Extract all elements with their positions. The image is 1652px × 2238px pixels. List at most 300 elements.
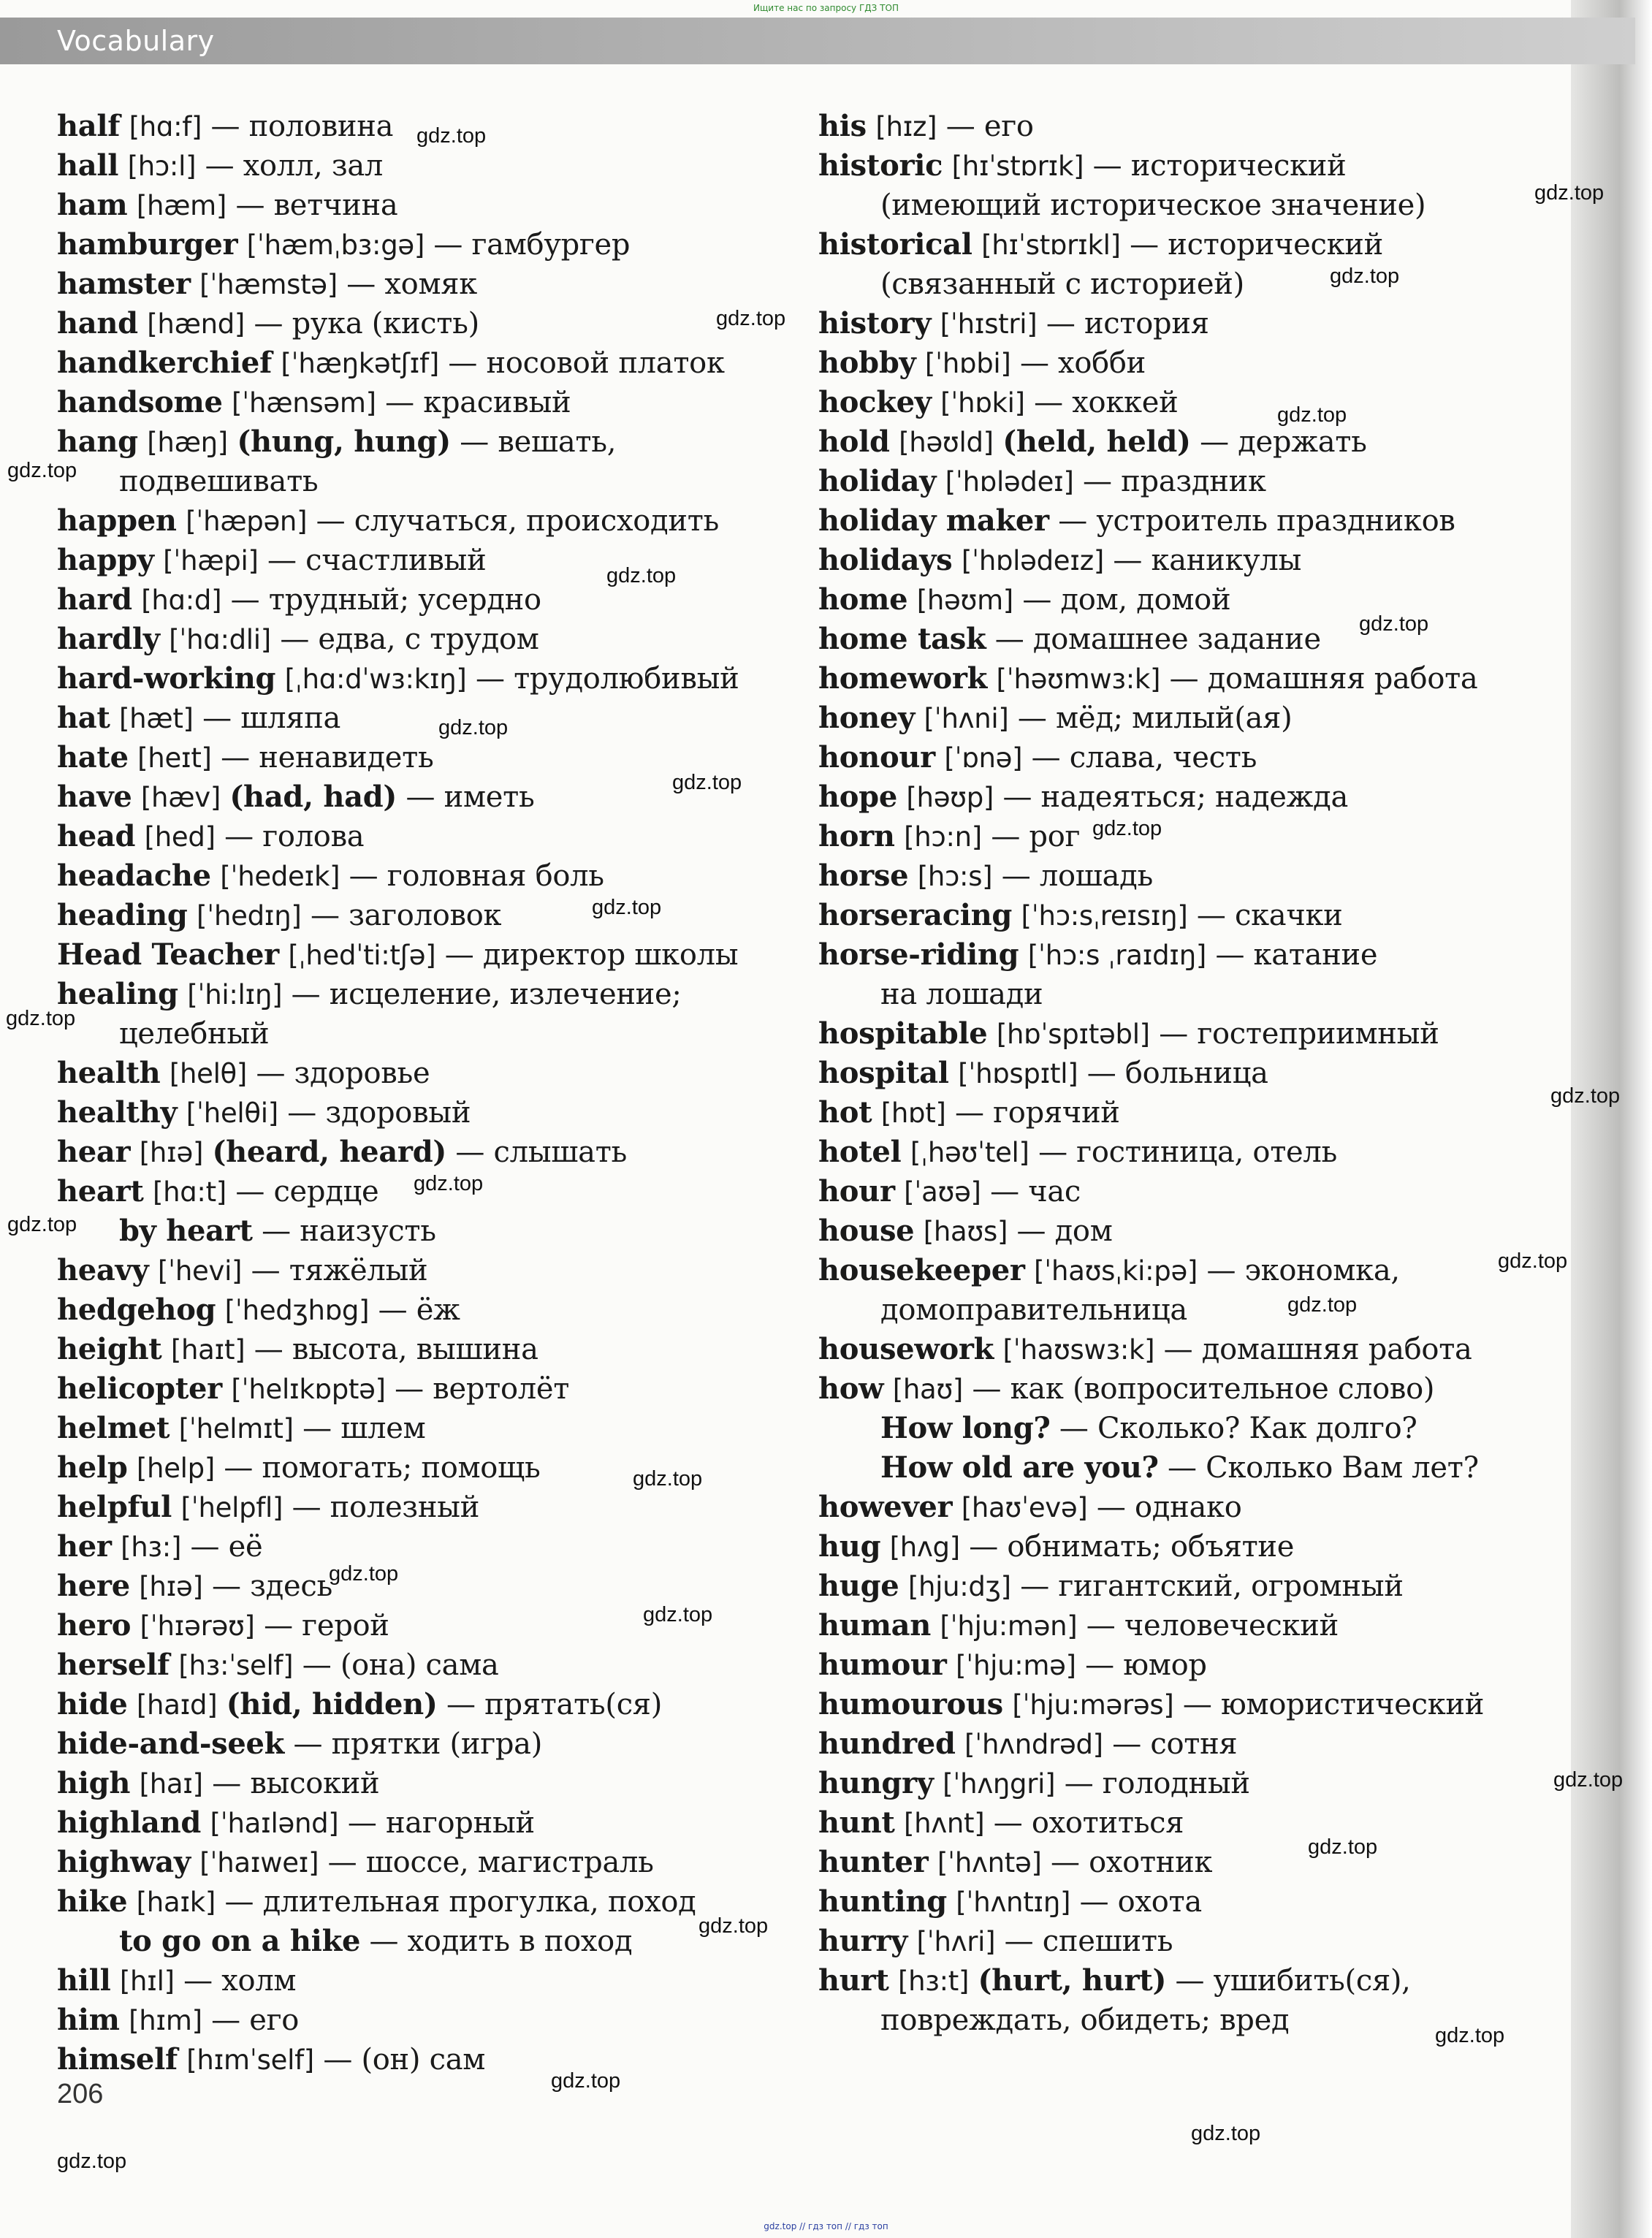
definition-text: — носовой платок bbox=[438, 346, 725, 380]
definition-text: — надеяться; надежда bbox=[994, 780, 1349, 814]
definition-text: (связанный с историей) bbox=[880, 267, 1244, 301]
vocabulary-entry bbox=[818, 1724, 1237, 1764]
vocabulary-entry bbox=[57, 1330, 538, 1369]
vocabulary-entry bbox=[57, 975, 682, 1014]
headword: ham bbox=[57, 188, 128, 222]
vocabulary-entry bbox=[818, 1567, 1404, 1606]
verb-forms: (had, had) bbox=[229, 780, 397, 814]
watermark-text: gdz.top bbox=[1191, 2122, 1261, 2145]
transcription: [hæv] bbox=[140, 782, 221, 813]
headword: hang bbox=[57, 425, 138, 459]
transcription: [ˈhɒbi] bbox=[924, 348, 1011, 379]
phrase: How old are you? bbox=[880, 1450, 1159, 1485]
watermark-text: gdz.top bbox=[6, 1007, 76, 1030]
headword: hamster bbox=[57, 267, 191, 301]
headword: horseracing bbox=[818, 898, 1013, 932]
headword: humour bbox=[818, 1648, 947, 1682]
transcription: [ˈhɪstri] bbox=[940, 308, 1038, 340]
transcription: [ˈhelmɪt] bbox=[178, 1413, 294, 1445]
vocabulary-entry bbox=[57, 1645, 499, 1685]
headword: him bbox=[57, 2003, 120, 2037]
headword: home bbox=[818, 582, 908, 617]
definition-text: — домашняя работа bbox=[1160, 662, 1478, 696]
definition-text: на лошади bbox=[880, 978, 1043, 1011]
transcription: [hɒˈspɪtəbl] bbox=[996, 1019, 1150, 1050]
headword: himself bbox=[57, 2042, 178, 2077]
vocabulary-entry bbox=[57, 1764, 379, 1803]
vocabulary-entry bbox=[818, 107, 1034, 146]
definition-text: — его bbox=[937, 110, 1034, 143]
definition-text: — прятать(ся) bbox=[437, 1688, 663, 1721]
vocabulary-entry bbox=[57, 1448, 540, 1488]
transcription: [hænd] bbox=[147, 308, 245, 340]
headword: handkerchief bbox=[57, 346, 272, 380]
transcription: [ˈhʌŋgri] bbox=[943, 1768, 1056, 1800]
vocabulary-entry bbox=[57, 422, 616, 462]
entry-continuation bbox=[818, 186, 1425, 225]
definition-text: — помогать; помощь bbox=[214, 1451, 541, 1485]
headword: heart bbox=[57, 1174, 144, 1209]
transcription: [ˈhaɪlənd] bbox=[210, 1808, 339, 1839]
vocabulary-entry bbox=[818, 225, 1383, 264]
watermark-text: gdz.top bbox=[1553, 1768, 1624, 1792]
transcription: [ˈhevi] bbox=[157, 1255, 243, 1287]
watermark-text: gdz.top bbox=[551, 2069, 621, 2093]
definition-text: — голодный bbox=[1055, 1767, 1250, 1800]
transcription: [hæm] bbox=[136, 190, 227, 221]
definition-text: — длительная прогулка, поход bbox=[216, 1885, 696, 1919]
transcription: [hɪə] bbox=[139, 1137, 204, 1168]
headword: hurt bbox=[818, 1963, 889, 1998]
verb-forms: (hurt, hurt) bbox=[978, 1963, 1167, 1998]
definition-text: — охотник bbox=[1041, 1846, 1213, 1879]
vocabulary-entry bbox=[818, 501, 1455, 541]
transcription: [hɜ:] bbox=[121, 1531, 182, 1563]
transcription: [həʊld] bbox=[899, 427, 994, 458]
entry-continuation bbox=[818, 2001, 1289, 2040]
vocabulary-entry bbox=[818, 343, 1146, 383]
top-note: Ищите нас по запросу ГДЗ ТОП bbox=[753, 3, 899, 13]
headword: hill bbox=[57, 1963, 111, 1998]
headword: how bbox=[818, 1371, 884, 1406]
headword: here bbox=[57, 1569, 130, 1603]
watermark-text: gdz.top bbox=[57, 2150, 127, 2173]
definition-text: — исторический bbox=[1120, 228, 1384, 262]
transcription: [ˈhʌni] bbox=[924, 703, 1009, 734]
headword: handsome bbox=[57, 385, 223, 419]
transcription: [ˈhæmˌbɜ:gə] bbox=[246, 229, 425, 261]
phrase: to go on a hike bbox=[119, 1924, 361, 1958]
transcription: [həʊm] bbox=[916, 585, 1013, 616]
transcription: [hæŋ] bbox=[147, 427, 228, 458]
vocabulary-entry bbox=[818, 146, 1347, 186]
transcription: [hɪˈstɒrɪk] bbox=[951, 151, 1084, 182]
watermark-text: gdz.top bbox=[1359, 612, 1429, 636]
vocabulary-entry bbox=[57, 146, 383, 186]
transcription: [ˈhɒlədeɪ] bbox=[945, 466, 1074, 498]
headword: hamburger bbox=[57, 227, 238, 262]
headword: hobby bbox=[818, 346, 916, 380]
definition-text: — слышать bbox=[446, 1135, 628, 1169]
headword: humourous bbox=[818, 1687, 1003, 1721]
vocabulary-entry bbox=[57, 1251, 427, 1290]
transcription: [ˈhju:mərəs] bbox=[1012, 1689, 1174, 1721]
headword: health bbox=[57, 1056, 161, 1090]
transcription: [ˈhju:mən] bbox=[940, 1610, 1078, 1642]
definition-text: — рука (кисть) bbox=[245, 307, 479, 340]
vocabulary-entry bbox=[57, 1961, 296, 2001]
entry-continuation bbox=[818, 264, 1244, 304]
definition-text: — сотня bbox=[1103, 1727, 1238, 1761]
headword: hockey bbox=[818, 385, 932, 419]
phrase: How long? bbox=[880, 1411, 1051, 1445]
vocabulary-entry bbox=[818, 659, 1477, 699]
definition-text: — прятки (игра) bbox=[284, 1727, 543, 1761]
vocabulary-entry bbox=[818, 1172, 1081, 1211]
headword: Head Teacher bbox=[57, 937, 279, 972]
vocabulary-entry bbox=[818, 580, 1230, 620]
watermark-text: gdz.top bbox=[1287, 1293, 1358, 1317]
watermark-text: gdz.top bbox=[1277, 403, 1347, 427]
transcription: [haɪk] bbox=[136, 1887, 216, 1918]
headword: honey bbox=[818, 701, 916, 735]
vocabulary-entry bbox=[818, 620, 1321, 659]
vocabulary-entry bbox=[818, 1488, 1242, 1527]
vocabulary-entry bbox=[818, 935, 1377, 975]
vocabulary-entry bbox=[57, 1488, 479, 1527]
transcription: [haɪt] bbox=[170, 1334, 245, 1366]
definition-text: — случаться, происходить bbox=[307, 504, 720, 538]
definition-text: — дом, домой bbox=[1013, 583, 1231, 617]
definition-text: — хоккей bbox=[1024, 386, 1179, 419]
definition-text: — ходить в поход bbox=[360, 1925, 633, 1958]
definition-text: — праздник bbox=[1073, 465, 1266, 498]
definition-text: — катание bbox=[1206, 938, 1378, 972]
vocabulary-entry bbox=[57, 817, 364, 856]
transcription: [ˈaʊə] bbox=[904, 1176, 981, 1208]
vocabulary-entry bbox=[818, 896, 1343, 935]
transcription: [ˌhəʊˈtel] bbox=[910, 1137, 1029, 1168]
definition-text: — ёж bbox=[369, 1293, 460, 1327]
transcription: [ˈhaʊsˌki:pə] bbox=[1034, 1255, 1198, 1287]
transcription: [ˈɒnə] bbox=[944, 742, 1023, 774]
headword: heavy bbox=[57, 1253, 149, 1287]
watermark-text: gdz.top bbox=[699, 1914, 769, 1938]
transcription: [help] bbox=[136, 1453, 215, 1484]
headword: hotel bbox=[818, 1135, 902, 1169]
vocabulary-entry bbox=[57, 2001, 299, 2040]
headword: hedgehog bbox=[57, 1293, 216, 1327]
definition-text: — горячий bbox=[945, 1096, 1120, 1130]
definition-text: — шоссе, магистраль bbox=[319, 1846, 654, 1879]
headword: historic bbox=[818, 148, 943, 183]
transcription: [helθ] bbox=[169, 1058, 248, 1089]
definition-text: повреждать, обидеть; вред bbox=[880, 2003, 1290, 2037]
sub-entry bbox=[57, 1922, 632, 1961]
definition-text: — его bbox=[202, 2003, 300, 2037]
watermark-text: gdz.top bbox=[716, 307, 786, 330]
definition-text: — трудолюбивый bbox=[466, 662, 739, 696]
headword: healing bbox=[57, 977, 178, 1011]
vocabulary-entry bbox=[57, 1409, 425, 1448]
headword: hunt bbox=[818, 1805, 895, 1840]
vocabulary-entry bbox=[57, 856, 604, 896]
transcription: [hɑ:d] bbox=[141, 585, 222, 616]
vocabulary-entry bbox=[57, 343, 725, 383]
transcription: [hʌg] bbox=[889, 1531, 960, 1563]
headword: hear bbox=[57, 1135, 131, 1169]
headword: have bbox=[57, 780, 132, 814]
headword: however bbox=[818, 1490, 953, 1524]
headword: hide bbox=[57, 1687, 128, 1721]
transcription: [hed] bbox=[144, 821, 216, 853]
definition-text: — наизусть bbox=[252, 1214, 436, 1248]
vocabulary-entry bbox=[57, 1527, 262, 1567]
vocabulary-entry bbox=[57, 501, 719, 541]
definition-text: — как (вопросительное слово) bbox=[963, 1372, 1435, 1406]
vocabulary-entry bbox=[818, 1014, 1439, 1054]
headword: house bbox=[818, 1214, 915, 1248]
transcription: [ˈhelpfl] bbox=[180, 1492, 283, 1523]
transcription: [haʊ] bbox=[892, 1374, 964, 1405]
watermark-text: gdz.top bbox=[438, 716, 509, 739]
watermark-text: gdz.top bbox=[7, 1213, 77, 1236]
headword: headache bbox=[57, 859, 211, 893]
transcription: [hɪˈstɒrɪkl] bbox=[981, 229, 1121, 261]
definition-text: — хомяк bbox=[337, 267, 477, 301]
definition-text: — скачки bbox=[1187, 899, 1343, 932]
headword: hardly bbox=[57, 622, 160, 656]
headword: height bbox=[57, 1332, 162, 1366]
definition-text: — человеческий bbox=[1077, 1609, 1339, 1643]
headword: herself bbox=[57, 1648, 170, 1682]
headword: hospital bbox=[818, 1056, 949, 1090]
definition-text: — высота, вышина bbox=[245, 1333, 538, 1366]
definition-text: — гамбургер bbox=[425, 228, 631, 262]
vocabulary-entry bbox=[818, 1054, 1268, 1093]
headword: holidays bbox=[818, 543, 953, 577]
vocabulary-entry bbox=[57, 107, 393, 146]
watermark-text: gdz.top bbox=[329, 1562, 399, 1586]
page-number: 206 bbox=[57, 2079, 104, 2109]
headword: homework bbox=[818, 661, 988, 696]
transcription: [ˈhelθi] bbox=[186, 1097, 278, 1129]
vocabulary-entry bbox=[57, 1803, 535, 1843]
definition-text: — вертолёт bbox=[385, 1372, 570, 1406]
headword: holiday maker bbox=[818, 503, 1049, 538]
watermark-text: gdz.top bbox=[1534, 181, 1605, 205]
headword: happy bbox=[57, 543, 154, 577]
vocabulary-entry bbox=[57, 383, 571, 422]
vocabulary-entry bbox=[818, 462, 1266, 501]
vocabulary-entry bbox=[57, 1606, 389, 1645]
vocabulary-entry bbox=[818, 1093, 1120, 1133]
definition-text: — едва, с трудом bbox=[270, 623, 539, 656]
vocabulary-entry bbox=[818, 1922, 1173, 1961]
definition-text: — вешать, bbox=[450, 425, 617, 459]
vocabulary-entry bbox=[57, 264, 477, 304]
vocabulary-entry bbox=[57, 1843, 654, 1882]
watermark-text: gdz.top bbox=[1435, 2024, 1505, 2047]
vocabulary-entry bbox=[57, 541, 486, 580]
definition-text: — сердце bbox=[226, 1175, 379, 1209]
vocabulary-entry bbox=[818, 422, 1367, 462]
definition-text: — красивый bbox=[376, 386, 571, 419]
transcription: [hɔ:l] bbox=[127, 151, 197, 182]
transcription: [hɜ:ˈself] bbox=[178, 1650, 294, 1681]
vocabulary-entry bbox=[57, 699, 340, 738]
headword: horse-riding bbox=[818, 937, 1019, 972]
definition-text: — однако bbox=[1087, 1491, 1242, 1524]
vocabulary-entry bbox=[57, 1567, 332, 1606]
vocabulary-entry bbox=[57, 225, 630, 264]
transcription: [hʌnt] bbox=[903, 1808, 985, 1839]
definition-text: целебный bbox=[119, 1017, 270, 1051]
definition-text: — больница bbox=[1078, 1057, 1268, 1090]
headword: human bbox=[818, 1608, 931, 1643]
vocabulary-entry bbox=[818, 1882, 1202, 1922]
phrase: by heart bbox=[119, 1214, 253, 1248]
definition-text: — её bbox=[181, 1530, 263, 1564]
headword: hope bbox=[818, 780, 897, 814]
headword: home task bbox=[818, 622, 986, 656]
headword: hard bbox=[57, 582, 132, 617]
transcription: [ˈhi:lɪŋ] bbox=[187, 979, 283, 1010]
transcription: [ˈhɔ:sˌreɪsɪŋ] bbox=[1021, 900, 1188, 932]
transcription: [hju:dʒ] bbox=[907, 1571, 1011, 1602]
transcription: [hɪm] bbox=[129, 2005, 202, 2036]
definition-text: — здоровый bbox=[278, 1096, 471, 1130]
definition-text: — ушибить(ся), bbox=[1166, 1964, 1411, 1998]
definition-text: — юмор bbox=[1076, 1648, 1207, 1682]
definition-text: — юмористический bbox=[1173, 1688, 1485, 1721]
headword: helicopter bbox=[57, 1371, 222, 1406]
vocabulary-entry bbox=[818, 1251, 1400, 1290]
definition-text: — директор школы bbox=[435, 938, 739, 972]
definition-text: — шляпа bbox=[193, 701, 341, 735]
vocabulary-entry bbox=[57, 1172, 378, 1211]
transcription: [hɑ:t] bbox=[152, 1176, 227, 1208]
transcription: [ˈhɒspɪtl] bbox=[958, 1058, 1078, 1089]
watermark-text: gdz.top bbox=[1092, 817, 1162, 840]
definition-text: — держать bbox=[1190, 425, 1367, 459]
definition-text: — голова bbox=[215, 820, 365, 853]
verb-forms: (held, held) bbox=[1002, 425, 1191, 459]
transcription: [haɪd] bbox=[136, 1689, 218, 1721]
definition-text: — шлем bbox=[293, 1412, 426, 1445]
headword: healthy bbox=[57, 1095, 178, 1130]
watermark-text: gdz.top bbox=[1308, 1835, 1378, 1859]
sub-entry bbox=[57, 1211, 436, 1251]
transcription: [ˈhʌntɪŋ] bbox=[956, 1887, 1071, 1918]
definition-text: — тяжёлый bbox=[242, 1254, 428, 1287]
vocabulary-entry bbox=[818, 1527, 1294, 1567]
transcription: [ˈhedɪŋ] bbox=[197, 900, 302, 932]
vocabulary-entry bbox=[818, 1606, 1339, 1645]
vocabulary-entry bbox=[57, 1054, 430, 1093]
transcription: [ˈhʌri] bbox=[916, 1926, 996, 1957]
vocabulary-entry bbox=[818, 383, 1178, 422]
bottom-note: gdz.top // гдз топ // гдз топ bbox=[764, 2221, 888, 2231]
headword: housework bbox=[818, 1332, 994, 1366]
definition-text: — высокий bbox=[202, 1767, 380, 1800]
watermark-text: gdz.top bbox=[606, 564, 677, 587]
vocabulary-entry bbox=[818, 738, 1257, 777]
headword: huge bbox=[818, 1569, 899, 1603]
definition-text: — обнимать; объятие bbox=[959, 1530, 1295, 1564]
headword: hold bbox=[818, 425, 890, 459]
vocabulary-entry bbox=[57, 1093, 471, 1133]
vocabulary-entry bbox=[818, 1764, 1250, 1803]
entry-continuation bbox=[57, 1014, 269, 1054]
vocabulary-entry bbox=[818, 1803, 1184, 1843]
headword: hand bbox=[57, 306, 138, 340]
transcription: [heɪt] bbox=[137, 742, 212, 774]
vocabulary-entry bbox=[57, 1369, 569, 1409]
vocabulary-entry bbox=[818, 1211, 1113, 1251]
headword: hide-and-seek bbox=[57, 1727, 285, 1761]
definition-text: — спешить bbox=[995, 1925, 1173, 1958]
definition-text: — Сколько? Как долго? bbox=[1050, 1412, 1417, 1445]
definition-text: домоправительница bbox=[880, 1293, 1187, 1327]
headword: horse bbox=[818, 859, 909, 893]
headword: heading bbox=[57, 898, 188, 932]
definition-text: — иметь bbox=[397, 780, 535, 814]
headword: helmet bbox=[57, 1411, 170, 1445]
headword: hike bbox=[57, 1884, 128, 1919]
verb-forms: (hid, hidden) bbox=[226, 1687, 438, 1721]
vocabulary-entry bbox=[57, 738, 433, 777]
definition-text: — исцеление, излечение; bbox=[282, 978, 682, 1011]
transcription: [hɔ:s] bbox=[917, 861, 993, 892]
transcription: [həʊp] bbox=[906, 782, 994, 813]
transcription: [ˈhəʊmwɜ:k] bbox=[996, 663, 1161, 695]
vocabulary-entry bbox=[818, 1133, 1337, 1172]
headword: high bbox=[57, 1766, 131, 1800]
transcription: [ˈhɒki] bbox=[940, 387, 1025, 419]
definition-text: — ветчина bbox=[227, 189, 398, 222]
vocabulary-entry bbox=[57, 580, 541, 620]
transcription: [ˈhɒlədeɪz] bbox=[961, 545, 1104, 576]
vocabulary-entry bbox=[57, 1724, 542, 1764]
headword: hundred bbox=[818, 1727, 956, 1761]
definition-text: — домашняя работа bbox=[1154, 1333, 1472, 1366]
vocabulary-entry bbox=[818, 817, 1080, 856]
definition-text: — устроитель праздников bbox=[1048, 504, 1455, 538]
headword: hall bbox=[57, 148, 119, 183]
watermark-text: gdz.top bbox=[672, 771, 742, 794]
watermark-text: gdz.top bbox=[592, 896, 662, 919]
headword: horn bbox=[818, 819, 895, 853]
vocabulary-entry bbox=[818, 304, 1209, 343]
definition-text: — (она) сама bbox=[293, 1648, 499, 1682]
vocabulary-entry bbox=[57, 1685, 662, 1724]
transcription: [hɜ:t] bbox=[897, 1965, 970, 1997]
headword: hard-working bbox=[57, 661, 276, 696]
vocabulary-entry bbox=[57, 186, 397, 225]
definition-text: — дом bbox=[1008, 1214, 1113, 1248]
watermark-text: gdz.top bbox=[416, 124, 487, 148]
headword: hero bbox=[57, 1608, 132, 1643]
headword: his bbox=[818, 109, 867, 143]
definition-text: — история bbox=[1037, 307, 1209, 340]
transcription: [ˈhɪərəʊ] bbox=[140, 1610, 255, 1642]
headword: helpful bbox=[57, 1490, 172, 1524]
vocabulary-entry bbox=[57, 304, 479, 343]
definition-text: — охота bbox=[1070, 1885, 1202, 1919]
transcription: [ˈhæpi] bbox=[163, 545, 259, 576]
vocabulary-entry bbox=[57, 1882, 696, 1922]
